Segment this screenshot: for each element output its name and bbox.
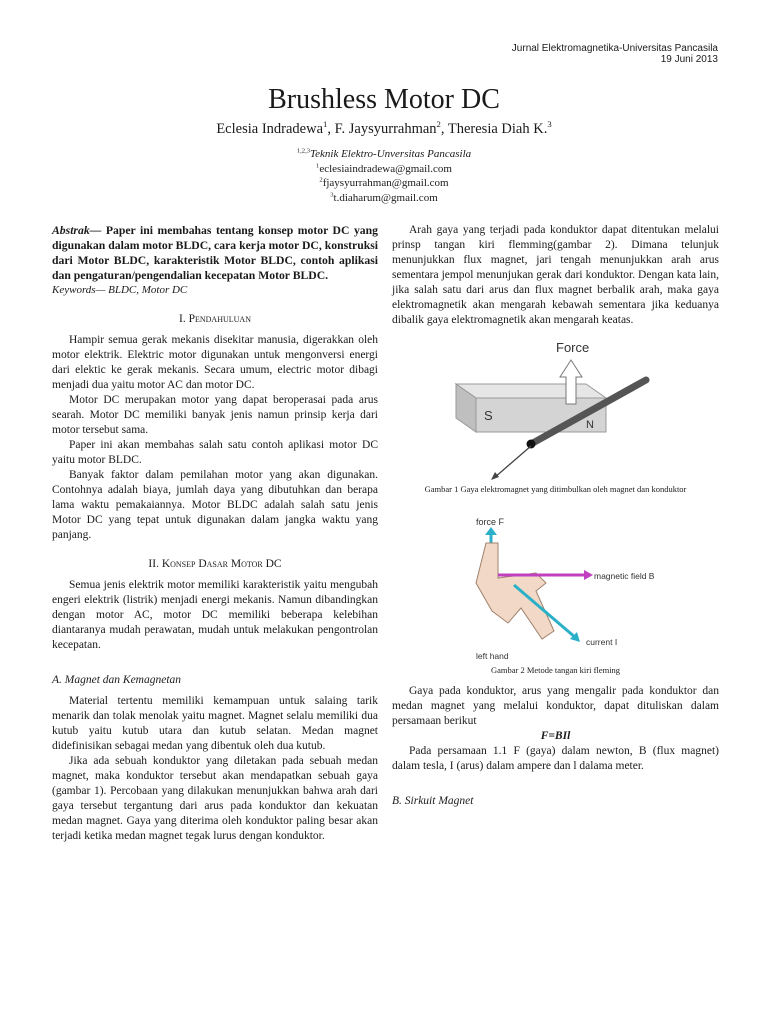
field-arrowhead: [584, 570, 593, 580]
pole-s: S: [483, 408, 493, 423]
email-3: $^3$t.diaharum@gmail.com: [330, 190, 438, 204]
current-label: current I: [585, 637, 617, 647]
affiliation-block: $^{1,2,3}$Teknik Elektro-Unversitas Pancasila $^1$eclesiaindradewa@gmail.com $^2$fjaysyurrahman@gmail.com $^3$t.diaharum@gmail.com: [0, 147, 768, 205]
affiliation: Teknik Elektro-Unversitas Pancasila: [310, 148, 472, 160]
paragraph: Material tertentu memiliki kemampuan untuk salaing tarik menarik dan tolak menolak yaitu magnet. Magnet selalu memiliki dua kutub yaitu kutub utara dan kutub selatan. Medan magnet didefinisikan sebagai medan yang dibentuk oleh dua kutub.: [52, 695, 378, 752]
author-3: , Theresia Diah K.: [440, 121, 548, 137]
journal-name: Jurnal Elektromagnetika-Universitas Pancasila: [511, 43, 718, 54]
hand-label: left hand: [475, 651, 509, 661]
force-label: Force: [555, 340, 589, 355]
paper-title: Brushless Motor DC: [268, 84, 500, 115]
force-label: force F: [475, 517, 504, 527]
figure-2-caption: Gambar 2 Metode tangan kiri fleming: [490, 665, 621, 675]
figure-1-caption: Gambar 1 Gaya elektromagnet yang ditimbulkan oleh magnet dan konduktor: [424, 484, 687, 494]
force-arrowhead: [485, 527, 497, 535]
field-label: magnetic field B: [593, 571, 654, 581]
current-arrow: [494, 446, 531, 478]
paragraph: Paper ini akan membahas salah satu contoh aplikasi motor DC yaitu motor BLDC.: [52, 439, 378, 466]
current-arrowhead: [491, 472, 499, 480]
header-date: 19 Juni 2013: [660, 54, 718, 65]
paragraph: Banyak faktor dalam pemilahan motor yang akan digunakan. Contohnya adalah biaya, jumlah daya yang dibutuhkan dan berapa lama waktu pemakaiannya. Motor BLDC adalah salah satu jenis Motor DC yang tepat untuk digunakan dalam jangka waktu yang panjang.: [52, 469, 378, 541]
subsection-heading-b: B. Sirkuit Magnet: [392, 795, 474, 807]
running-header: [512, 43, 718, 65]
author-list: Eclesia Indradewa$^1$, F. Jaysyurrahman$^2$, Theresia Diah K.$^3$: [216, 119, 552, 137]
paragraph: Arah gaya yang terjadi pada konduktor dapat ditentukan melalui prinsp tangan kiri flemming(gambar 2). Dimana telunjuk menunjukkan flux magnet, jari tengah menunjukkan arah arus sementara jempol menunjukan gerak dari konduktor. Dengan kata lain, jika salah satu dari arus dan flux magnet berbalik arah, maka gaya elektromagnetik akan mengarah kebawah sementara jika keduanya dibalik gaya elektromagnetik akan mengarah keatas.: [392, 224, 719, 326]
conductor-end: [526, 440, 535, 449]
left-column: [52, 223, 378, 844]
pole-n: N: [585, 419, 594, 431]
hand: [476, 543, 554, 639]
keywords: Keywords— BLDC, Motor DC: [52, 284, 188, 296]
magnet-top: [456, 384, 606, 398]
subsection-heading-a: A. Magnet dan Kemagnetan: [52, 674, 182, 686]
equation: F=BIl: [540, 730, 571, 742]
section-heading-2: II. Konsep Dasar Motor DC: [148, 558, 282, 570]
paragraph: Pada persamaan 1.1 F (gaya) dalam newton, B (flux magnet) dalam tesla, I (arus) dalam ampere dan l dalama meter.: [392, 745, 719, 772]
paragraph: Gaya pada konduktor, arus yang mengalir pada konduktor dan medan magnet yang melalui konduktor, dapat dituliskan dalam persamaan berikut: [392, 685, 719, 727]
figure-2: [436, 513, 676, 663]
paragraph: Hampir semua gerak mekanis disekitar manusia, digerakkan oleh motor elektrik. Elektric motor digunakan untuk mengonversi energi dari elektic ke gerak mekanis. Secara umum, electric motor dibagi menjadi dua yaitu motor AC dan motor DC.: [52, 334, 378, 391]
paragraph: Semua jenis elektrik motor memiliki karakteristik yaitu mengubah engeri elektrik (listrik) menjadi energi mekanis. Namun dibandingkan dengan motor AC, motor DC memiliki beberapa kelebihan diantaranya mudah perawatan, mudah untuk melakukan pengontrolan kecepatan.: [52, 579, 378, 651]
figure-1: [436, 332, 676, 482]
section-heading-1: I. Pendahuluan: [179, 313, 251, 325]
right-column: [392, 223, 719, 815]
email-2: $^2$fjaysyurrahman@gmail.com: [319, 176, 449, 189]
paragraph: Motor DC merupakan motor yang dapat beroperasai pada arus searah. Motor DC memiliki banyak jenis namun prinsip kerja dari motor tersebut sama.: [52, 394, 378, 436]
abstract: Abstrak— Paper ini membahas tentang konsep motor DC yang digunakan dalam motor BLDC, cara kerja motor DC, konstruksi dari Motor BLDC, karakteristik Motor BLDC, contoh aplikasi dan pengaturan/pengendalian kecepatan Motor BLDC.: [52, 224, 378, 282]
author-2: , F. Jaysyurrahman: [327, 121, 437, 137]
email-1: $^1$eclesiaindradewa@gmail.com: [316, 161, 452, 175]
author-1: Eclesia Indradewa: [216, 121, 324, 137]
paragraph: Jika ada sebuah konduktor yang diletakan pada sebuah medan magnet, maka konduktor tersebut akan mendapatkan sebuah gaya (gambar 1). Percobaan yang dilakukan menunjukkan bahwa arah dari gaya tersebut tergantung dari arus pada konduktor dan kekuatan medan magnet. Gaya yang diterima oleh konduktor paling besar akan terjadi ketika medan magnet tegak lurus dengan konduktor.: [52, 755, 378, 842]
